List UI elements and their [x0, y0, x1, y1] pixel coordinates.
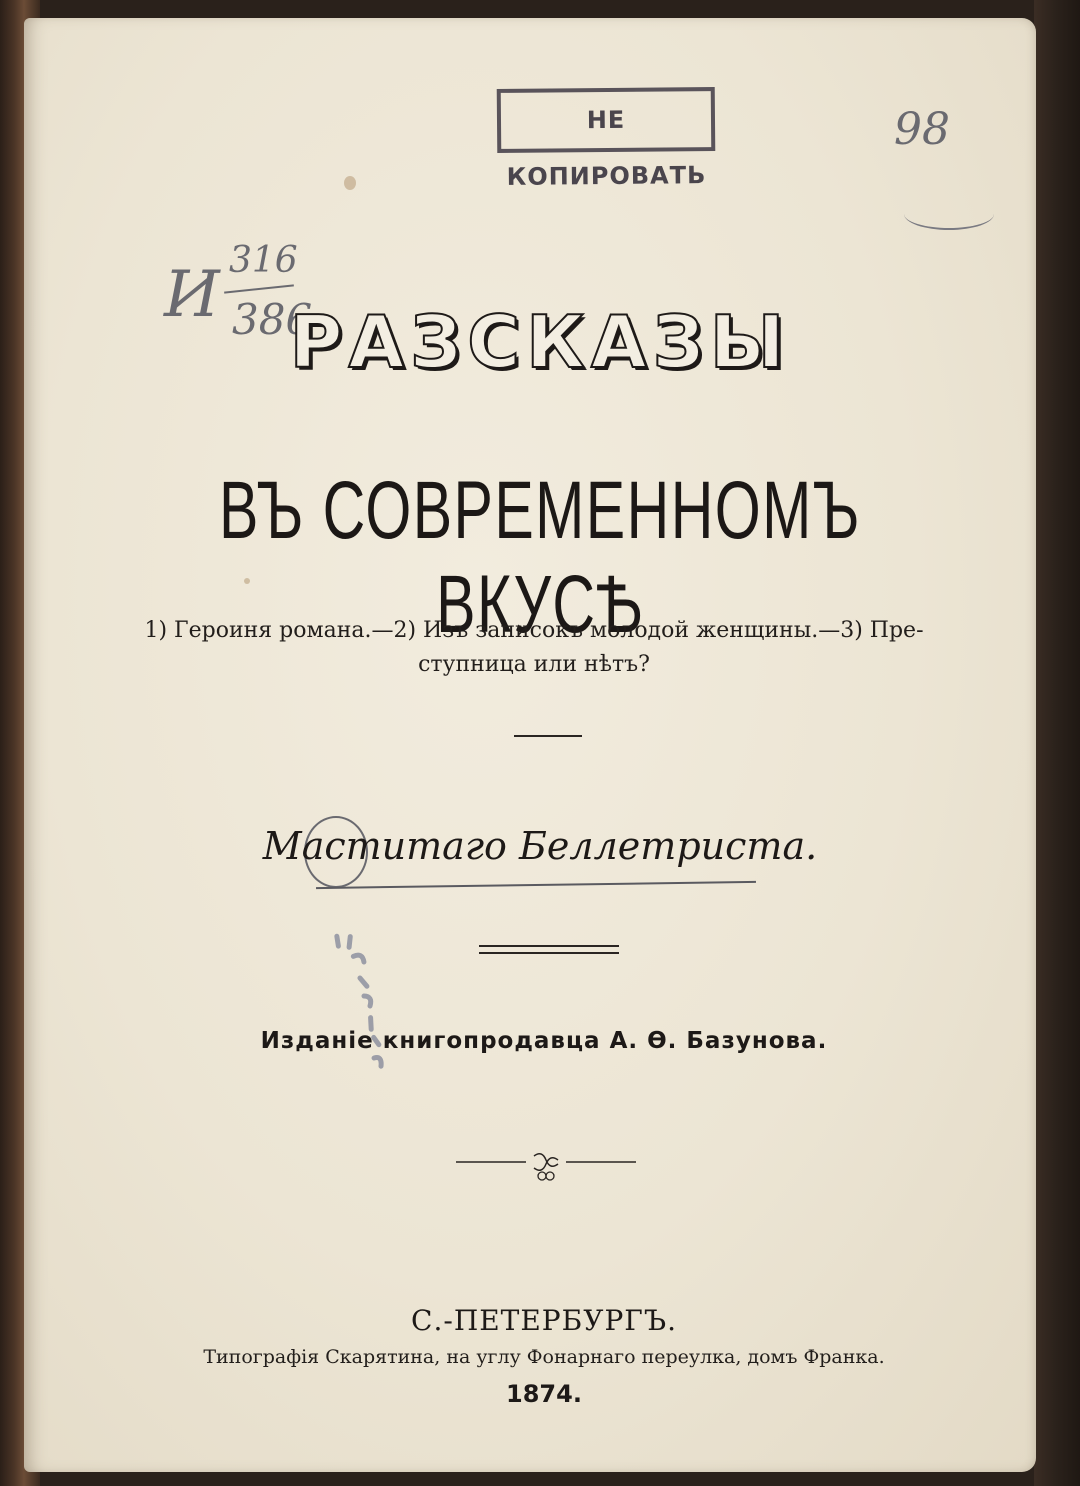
faded-library-stamp [267, 914, 461, 1112]
double-rule-bottom [479, 952, 619, 954]
book-cover-edge [1034, 0, 1080, 1486]
pencil-underline [316, 881, 756, 889]
foxing-spot [344, 176, 356, 190]
imprint-year: 1874. [506, 1380, 582, 1408]
author-line: Маститаго Беллетриста. [262, 824, 818, 868]
shelfmark-top: 316 [229, 240, 298, 281]
corner-pencil-note: 98 [894, 104, 950, 155]
imprint-printer: Типографія Скарятина, на углу Фонарнаго переулка, домъ Франка. [203, 1346, 885, 1368]
decorative-ornament [456, 1148, 636, 1188]
imprint-city: С.-ПЕТЕРБУРГЪ. [411, 1304, 677, 1337]
double-rule-top [479, 945, 619, 947]
contents-list [134, 614, 934, 682]
book-subtitle: ВЪ СОВРЕМЕННОМЪ ВКУСѢ [219, 465, 861, 650]
publisher-line: Изданіе книгопродавца А. Ѳ. Базунова. [260, 1028, 828, 1054]
faded-stamp-marks [267, 914, 461, 1112]
do-not-copy-stamp: НЕ КОПИРОВАТЬ [497, 87, 716, 153]
title-page [24, 18, 1036, 1472]
contents-line-1: 1) Героиня романа.—2) Изъ записокъ молодой женщины.—3) Пре- [144, 618, 924, 643]
shelfmark-letter: И [164, 258, 220, 332]
book-title: РАЗСКАЗЫ [289, 300, 791, 384]
shelfmark-divider [224, 284, 294, 293]
shelfmark-bottom: 386 [232, 295, 313, 344]
corner-pencil-mark [904, 198, 994, 230]
contents-line-2: ступница или нѣтъ? [418, 652, 650, 677]
section-rule [514, 735, 582, 737]
